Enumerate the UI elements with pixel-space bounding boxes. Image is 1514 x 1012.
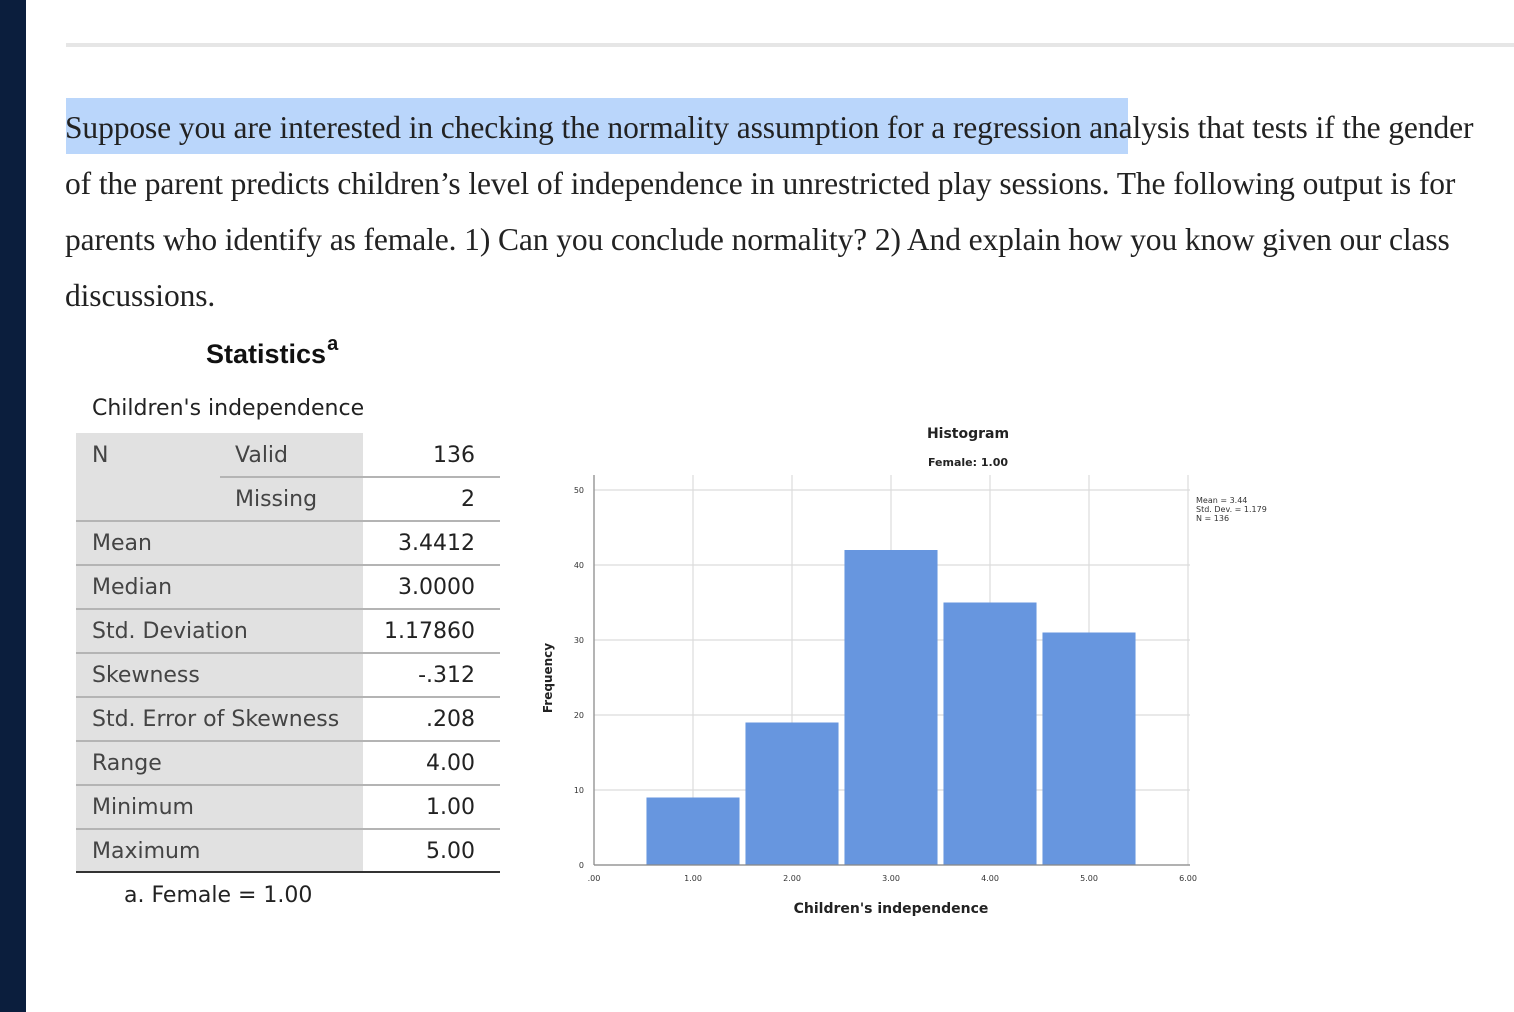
- question-line: Suppose you are interested in checking the normality assumption for a regression analysis that tests if the gender: [65, 110, 1474, 145]
- statistics-table: [76, 433, 500, 873]
- x-tick-label: 5.00: [1080, 874, 1098, 883]
- row-value: 4.00: [426, 751, 475, 776]
- row-label: N: [92, 443, 109, 468]
- y-tick-label: 30: [573, 636, 584, 645]
- table-row: [76, 565, 500, 609]
- x-tick-label: 1.00: [684, 874, 702, 883]
- table-row: [76, 741, 500, 785]
- table-row: [76, 653, 500, 697]
- chart-subtitle: Female: 1.00: [927, 456, 1009, 469]
- y-tick-label: 0: [578, 861, 584, 870]
- histogram-bar: [844, 550, 937, 865]
- row-label: Range: [92, 751, 162, 776]
- row-sublabel: Valid: [235, 443, 289, 468]
- divider: [66, 43, 1514, 47]
- histogram-bar: [1042, 633, 1135, 866]
- y-tick-label: 50: [573, 486, 584, 495]
- row-sublabel: Missing: [235, 487, 318, 512]
- variable-label: Children's independence: [92, 396, 365, 421]
- row-value: 136: [433, 443, 475, 468]
- question-line: of the parent predicts children’s level of independence in unrestricted play sessions. The following output is for: [65, 166, 1456, 201]
- row-label: Std. Deviation: [92, 619, 248, 644]
- row-value: 3.0000: [398, 575, 475, 600]
- question-line: discussions.: [65, 278, 216, 313]
- y-tick-label: 10: [573, 786, 584, 795]
- row-label: Std. Error of Skewness: [92, 707, 340, 732]
- x-tick-label: 6.00: [1179, 874, 1197, 883]
- table-row: [76, 521, 500, 565]
- table-row: [76, 697, 500, 741]
- question-line: parents who identify as female. 1) Can you conclude normality? 2) And explain how you know given our class: [65, 222, 1450, 257]
- row-value: 2: [461, 487, 475, 512]
- table-row: [76, 477, 500, 521]
- row-value: 1.17860: [384, 619, 475, 644]
- row-label: Skewness: [92, 663, 200, 688]
- legend-stat: Std. Dev. = 1.179: [1196, 505, 1267, 514]
- left-sidebar-strip: [0, 0, 26, 1012]
- histogram-chart: [530, 415, 1267, 935]
- row-value: -.312: [418, 663, 475, 688]
- table-bottom-rule: [76, 871, 500, 873]
- table-row: [76, 609, 500, 653]
- row-label: Maximum: [92, 839, 201, 864]
- histogram-bar: [745, 723, 838, 866]
- legend-stat: N = 136: [1196, 514, 1230, 523]
- row-value: 5.00: [426, 839, 475, 864]
- question-text[interactable]: [65, 100, 1510, 324]
- y-axis-label: Frequency: [541, 642, 555, 714]
- table-row: [76, 829, 500, 873]
- row-value: 1.00: [426, 795, 475, 820]
- table-footnote: a. Female = 1.00: [124, 883, 313, 908]
- x-tick-label: 4.00: [981, 874, 999, 883]
- row-label: Median: [92, 575, 173, 600]
- x-tick-label: 2.00: [783, 874, 801, 883]
- row-value: 3.4412: [398, 531, 475, 556]
- row-label: Mean: [92, 531, 152, 556]
- x-axis-label: Children's independence: [793, 901, 989, 917]
- x-tick-label: .00: [587, 874, 601, 883]
- y-tick-label: 20: [573, 711, 584, 720]
- legend-stat: Mean = 3.44: [1196, 496, 1248, 505]
- histogram-bar: [943, 603, 1036, 866]
- row-label: Minimum: [92, 795, 194, 820]
- table-row: [76, 433, 500, 477]
- chart-title: Histogram: [926, 426, 1010, 442]
- x-tick-label: 3.00: [882, 874, 900, 883]
- statistics-title: [206, 333, 339, 370]
- statistics-footnote-marker: a: [327, 333, 339, 355]
- row-value: .208: [426, 707, 475, 732]
- y-tick-label: 40: [573, 561, 584, 570]
- histogram-bar: [646, 798, 739, 866]
- table-row: [76, 785, 500, 829]
- statistics-title-text: Statistics: [206, 339, 327, 369]
